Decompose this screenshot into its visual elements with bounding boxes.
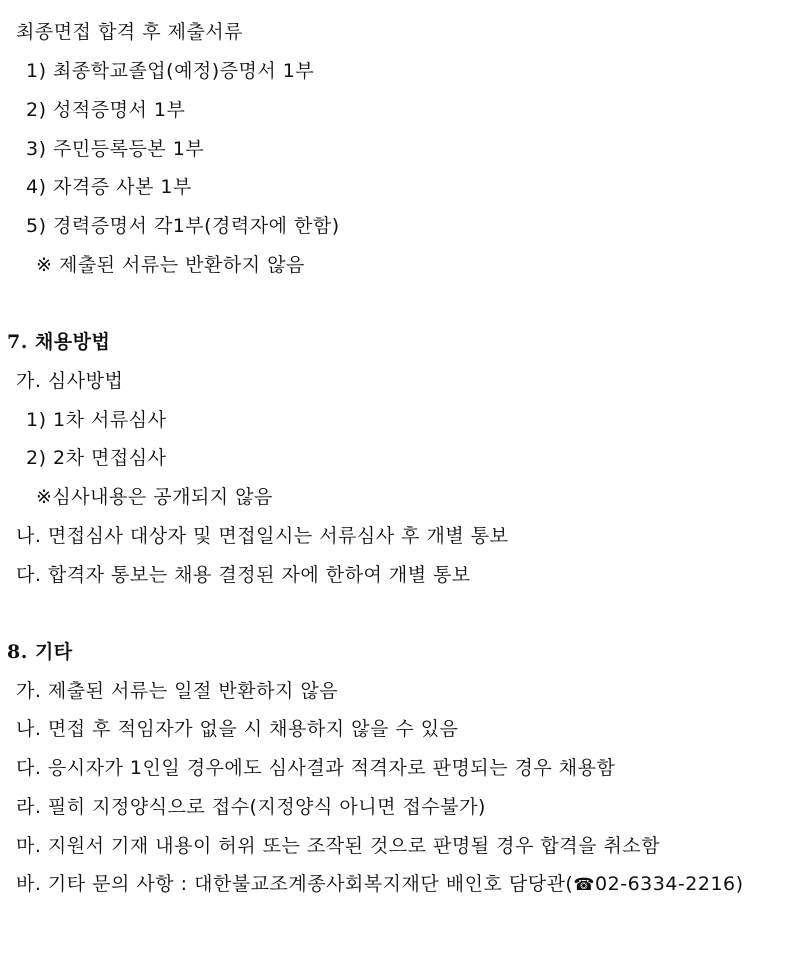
submission-item-2: 2) 성적증명서 1부 <box>26 99 186 121</box>
section-8-item-1: 가. 제출된 서류는 일절 반환하지 않음 <box>16 680 339 702</box>
section-8-item-5: 마. 지원서 기재 내용이 허위 또는 조작된 것으로 판명될 경우 합격을 취소함 <box>16 835 661 857</box>
section-8-contact <box>16 872 744 897</box>
section-8-item-3: 다. 응시자가 1인일 경우에도 심사결과 적격자로 판명되는 경우 채용함 <box>16 757 616 779</box>
section-7-a-note: ※심사내용은 공개되지 않음 <box>36 486 273 508</box>
submission-item-5: 5) 경력증명서 각1부(경력자에 한함) <box>26 215 340 237</box>
contact-phone: 02-6334-2216) <box>595 873 744 895</box>
section-7-heading: 7. 채용방법 <box>7 331 111 353</box>
section-7-c: 다. 합격자 통보는 채용 결정된 자에 한하여 개별 통보 <box>16 564 471 586</box>
phone-icon: ☎ <box>573 875 596 895</box>
submission-note: ※ 제출된 서류는 반환하지 않음 <box>36 254 305 276</box>
submission-item-3: 3) 주민등록등본 1부 <box>26 138 205 160</box>
section-7-b: 나. 면접심사 대상자 및 면접일시는 서류심사 후 개별 통보 <box>16 525 509 547</box>
section-7-a-title: 가. 심사방법 <box>16 370 124 392</box>
submission-title: 최종면접 합격 후 제출서류 <box>16 21 244 43</box>
section-8-heading: 8. 기타 <box>7 641 73 663</box>
section-8-item-2: 나. 면접 후 적임자가 없을 시 채용하지 않을 수 있음 <box>16 718 459 740</box>
contact-prefix: 바. 기타 문의 사항 : 대한불교조계종사회복지재단 배인호 담당관( <box>16 873 574 895</box>
section-7-a-item-1: 1) 1차 서류심사 <box>26 409 167 431</box>
submission-item-1: 1) 최종학교졸업(예정)증명서 1부 <box>26 60 315 82</box>
section-7-a-item-2: 2) 2차 면접심사 <box>26 447 167 469</box>
submission-item-4: 4) 자격증 사본 1부 <box>26 176 192 198</box>
section-8-item-4: 라. 필히 지정양식으로 접수(지정양식 아니면 접수불가) <box>16 796 486 818</box>
